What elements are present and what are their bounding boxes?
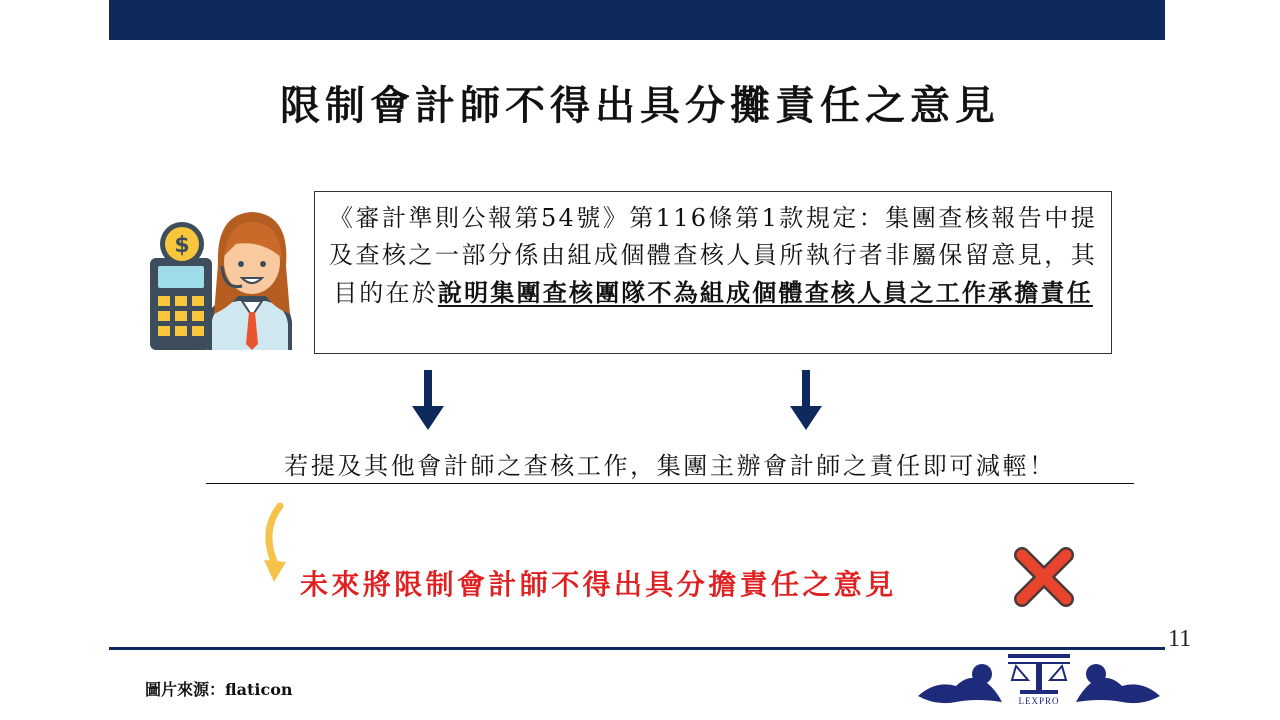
logo-text: LEXPRO: [1018, 696, 1060, 706]
slide-title: 限制會計師不得出具分攤責任之意見: [280, 82, 1000, 129]
image-source-note: 圖片來源：flaticon: [145, 680, 293, 699]
top-bar: [109, 0, 1165, 40]
accountant-with-calculator-icon: [146, 204, 296, 354]
page-number: 11: [1168, 626, 1192, 652]
quote-text: 《審計準則公報第54號》第116條第1款規定：集團查核報告中提及查核之一部分係由組成個體查核人員所執行者非屬保留意見，其目的在於: [329, 204, 1097, 307]
down-arrow-icon: [790, 370, 822, 430]
svg-text:$: $: [174, 233, 190, 258]
statement-line: 若提及其他會計師之查核工作，集團主辦會計師之責任即可減輕！: [206, 450, 1134, 484]
curved-arrow-icon: [258, 502, 298, 584]
x-mark-icon: [1012, 545, 1076, 609]
standard-quote-box: [314, 191, 1112, 354]
down-arrow-icon: [412, 370, 444, 430]
footer-divider: [109, 647, 1165, 650]
quote-emphasis: 說明集團查核團隊不為組成個體查核人員之工作承擔責任: [437, 278, 1093, 307]
conclusion-text: 未來將限制會計師不得出具分擔責任之意見: [300, 568, 897, 601]
